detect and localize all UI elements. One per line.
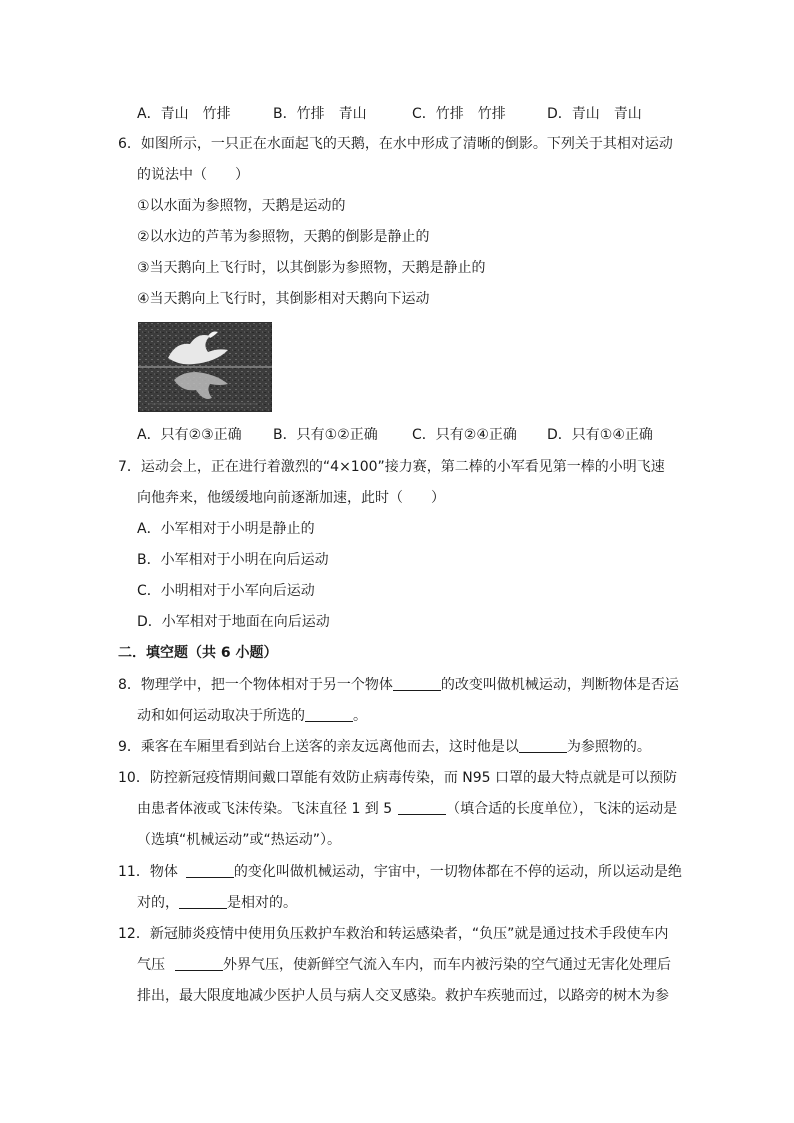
q6-stem-line-1: 6．如图所示，一只正在水面起飞的天鹅，在水中形成了清晰的倒影。下列关于其相对运动 bbox=[118, 136, 673, 152]
q8-line-1 bbox=[118, 675, 679, 695]
q9-text-a: 9．乘客在车厢里看到站台上送客的亲友远离他而去，这时他是以 bbox=[118, 739, 519, 755]
q10-line-3: （选填“机械运动”或“热运动”）。 bbox=[137, 832, 342, 848]
swan-reflection-photo bbox=[138, 322, 272, 412]
q11-text-a: 11．物体 bbox=[118, 864, 178, 880]
q10-text-a: 由患者体液或飞沫传染。飞沫直径 1 到 5 bbox=[137, 801, 393, 817]
q12-text-b: 外界气压，使新鲜空气流入车内，而车内被污染的空气通过无害化处理后 bbox=[223, 957, 671, 973]
q5-option-b[interactable]: B．竹排 青山 bbox=[273, 106, 367, 122]
q11-line-2 bbox=[137, 893, 297, 913]
q10-line-1: 10．防控新冠疫情期间戴口罩能有效防止病毒传染，而 N95 口罩的最大特点就是可以预防 bbox=[118, 770, 677, 786]
q8-text-d: 。 bbox=[353, 708, 367, 724]
q6-statement-3: ③当天鹅向上飞行时，以其倒影为参照物，天鹅是静止的 bbox=[137, 260, 486, 276]
q6-stem-line-2: 的说法中（ ） bbox=[137, 167, 249, 183]
q5-option-c[interactable]: C．竹排 竹排 bbox=[412, 106, 506, 122]
q6-option-c[interactable]: C．只有②④正确 bbox=[412, 427, 517, 443]
q6-statement-4: ④当天鹅向上飞行时，其倒影相对天鹅向下运动 bbox=[137, 291, 430, 307]
q11-text-d: 是相对的。 bbox=[227, 895, 297, 911]
q7-option-a[interactable]: A．小军相对于小明是静止的 bbox=[137, 521, 315, 537]
q11-text-b: 的变化叫做机械运动，宇宙中，一切物体都在不停的运动，所以运动是绝 bbox=[233, 864, 682, 880]
q7-option-c[interactable]: C．小明相对于小军向后运动 bbox=[137, 583, 315, 599]
q8-line-2 bbox=[137, 706, 367, 726]
q10-text-b: （填合适的长度单位），飞沫的运动是 bbox=[446, 801, 678, 817]
q7-stem-line-2: 向他奔来，他缓缓地向前逐渐加速，此时（ ） bbox=[137, 490, 445, 506]
q6-option-a[interactable]: A．只有②③正确 bbox=[137, 427, 242, 443]
q6-option-d[interactable]: D．只有①④正确 bbox=[547, 427, 653, 443]
q5-option-d[interactable]: D．青山 青山 bbox=[547, 106, 642, 122]
q11-line-1 bbox=[118, 862, 682, 882]
q11-text-c: 对的， bbox=[137, 895, 179, 911]
q8-text-c: 动和如何运动取决于所选的 bbox=[137, 708, 305, 724]
q12-line-1: 12．新冠肺炎疫情中使用负压救护车救治和转运感染者，“负压”就是通过技术手段使车内 bbox=[118, 926, 669, 942]
q9-blank[interactable] bbox=[519, 738, 567, 753]
q10-line-2 bbox=[137, 799, 677, 819]
q11-blank-1[interactable] bbox=[186, 863, 234, 878]
q6-option-b[interactable]: B．只有①②正确 bbox=[273, 427, 378, 443]
q8-text-a: 8．物理学中，把一个物体相对于另一个物体 bbox=[118, 677, 393, 693]
q7-stem-line-1: 7．运动会上，正在进行着激烈的“4×100”接力赛，第二棒的小军看见第一棒的小明飞速 bbox=[118, 459, 665, 475]
q7-option-d[interactable]: D．小军相对于地面在向后运动 bbox=[137, 614, 330, 630]
q5-option-a[interactable]: A．青山 竹排 bbox=[137, 106, 231, 122]
q12-text-a: 气压 bbox=[137, 957, 165, 973]
q8-blank-1[interactable] bbox=[393, 676, 441, 691]
q9-text-b: 为参照物的。 bbox=[566, 739, 651, 755]
q9-line bbox=[118, 737, 651, 757]
q8-text-b: 的改变叫做机械运动，判断物体是否运 bbox=[440, 677, 679, 693]
q6-statement-1: ①以水面为参照物，天鹅是运动的 bbox=[137, 198, 346, 214]
q11-blank-2[interactable] bbox=[179, 894, 227, 909]
q12-line-2 bbox=[137, 955, 671, 975]
q12-blank-1[interactable] bbox=[175, 956, 223, 971]
q8-blank-2[interactable] bbox=[305, 707, 353, 722]
q6-statement-2: ②以水边的芦苇为参照物，天鹅的倒影是静止的 bbox=[137, 229, 430, 245]
section-2-title: 二．填空题（共 6 小题） bbox=[118, 645, 278, 661]
q10-blank-1[interactable] bbox=[398, 800, 446, 815]
q7-option-b[interactable]: B．小军相对于小明在向后运动 bbox=[137, 552, 329, 568]
q12-line-3: 排出，最大限度地减少医护人员与病人交叉感染。救护车疾驰而过，以路旁的树木为参 bbox=[137, 988, 669, 1004]
